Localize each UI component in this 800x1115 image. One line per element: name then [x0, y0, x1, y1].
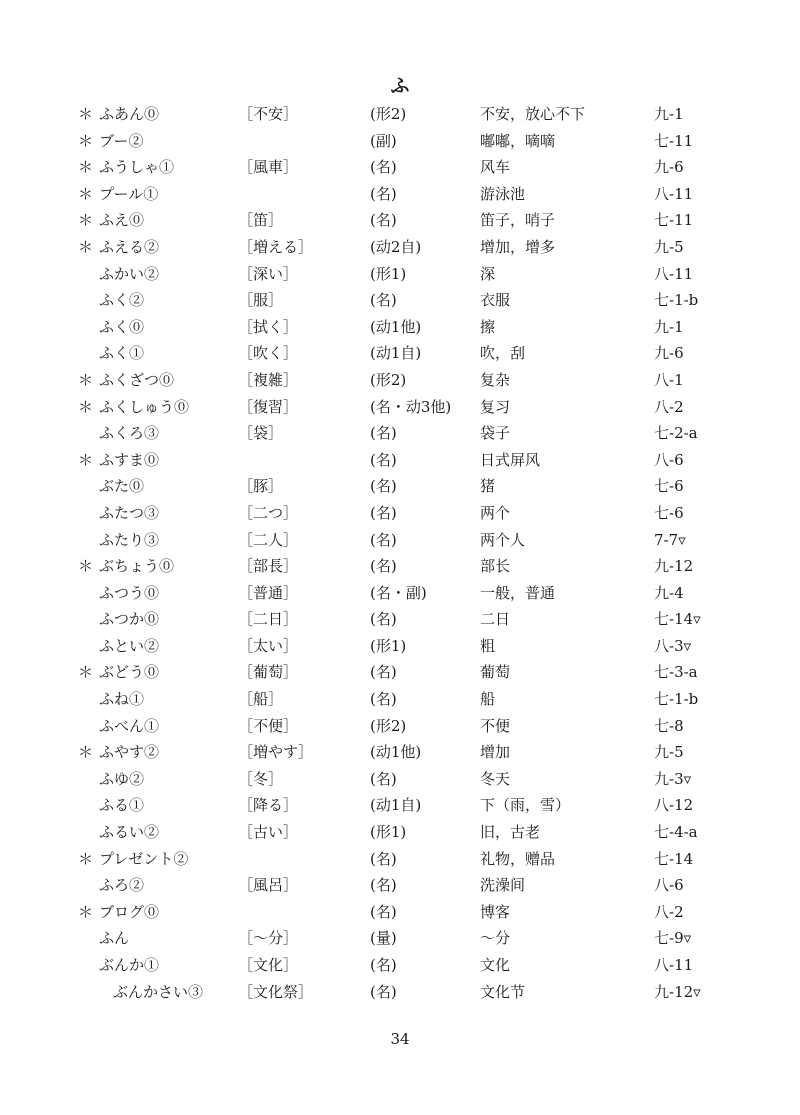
entry-lesson: 七-11	[654, 211, 694, 230]
entry-reading: ふたつ③	[99, 503, 160, 522]
entry-meaning: 洗澡间	[480, 876, 526, 895]
entry-kanji: ［吹く］	[238, 344, 299, 363]
entry-part-of-speech: (名)	[370, 690, 397, 709]
vocab-entry-row	[0, 340, 800, 367]
entry-part-of-speech: (动1自)	[370, 344, 422, 363]
entry-meaning: 船	[480, 690, 496, 709]
entry-reading: ふかい②	[99, 264, 160, 283]
entry-part-of-speech: (名)	[370, 424, 397, 443]
vocab-entry-row	[0, 979, 800, 1006]
entry-reading: ふあん⓪	[99, 105, 160, 123]
entry-part-of-speech: (形1)	[370, 264, 407, 283]
entry-meaning: 擦	[480, 317, 496, 336]
entry-meaning: 两个	[480, 503, 511, 522]
entry-kanji: ［増える］	[238, 237, 314, 256]
entry-part-of-speech: (形2)	[370, 105, 407, 123]
entry-lesson: 九-6	[654, 344, 684, 363]
entry-part-of-speech: (形2)	[370, 716, 407, 735]
entry-meaning: 吹，刮	[480, 344, 526, 363]
core-vocab-marker: ＊	[78, 158, 94, 177]
entry-kanji: ［不安］	[238, 105, 299, 123]
entry-part-of-speech: (名)	[370, 849, 397, 868]
entry-lesson: 七-2-a	[654, 424, 698, 443]
entry-lesson: 七-6	[654, 477, 684, 496]
entry-meaning: ～分	[480, 929, 511, 948]
entry-meaning: 冬天	[480, 769, 511, 788]
entry-kanji: ［深い］	[238, 264, 299, 283]
section-heading: ふ	[390, 75, 410, 97]
entry-part-of-speech: (名)	[370, 663, 397, 682]
entry-reading: ふくろ③	[99, 424, 160, 443]
entry-part-of-speech: (名)	[370, 982, 397, 1001]
entry-meaning: 袋子	[480, 424, 511, 443]
entry-part-of-speech: (名)	[370, 477, 397, 496]
entry-reading: ふとい②	[99, 636, 160, 655]
entry-reading: ぶんか①	[99, 956, 160, 974]
entry-reading: ふすま⓪	[99, 450, 160, 469]
entry-part-of-speech: (名)	[370, 184, 397, 203]
entry-kanji: ［服］	[238, 291, 284, 310]
entry-kanji: ［笛］	[238, 211, 284, 230]
entry-meaning: 粗	[480, 636, 496, 655]
vocab-entry-row	[0, 447, 800, 474]
entry-lesson: 八-6	[654, 450, 684, 469]
entry-meaning: 一般，普通	[480, 583, 556, 602]
page-number: 34	[390, 1030, 410, 1048]
entry-kanji: ［復習］	[238, 397, 299, 416]
entry-meaning: 复杂	[480, 370, 511, 389]
core-vocab-marker: ＊	[78, 663, 94, 682]
entry-meaning: 礼物，赠品	[480, 849, 556, 868]
entry-kanji: ［文化祭］	[238, 982, 314, 1001]
entry-meaning: 笛子，哨子	[480, 211, 556, 230]
entry-kanji: ［文化］	[238, 956, 299, 974]
entry-reading: プレゼント②	[99, 849, 189, 868]
entry-part-of-speech: (动1他)	[370, 317, 422, 336]
entry-part-of-speech: (形1)	[370, 636, 407, 655]
entry-part-of-speech: (名)	[370, 769, 397, 788]
entry-reading: ふく⓪	[99, 317, 145, 336]
vocab-entry-row	[0, 872, 800, 899]
entry-reading: ぶた⓪	[99, 477, 145, 496]
vocab-entry-row	[0, 500, 800, 527]
entry-part-of-speech: (动2自)	[370, 237, 422, 256]
vocab-entry-row	[0, 473, 800, 500]
entry-meaning: 风车	[480, 158, 511, 177]
entry-lesson: 八-6	[654, 876, 684, 895]
vocab-entry-row	[0, 553, 800, 580]
entry-kanji: ［豚］	[238, 477, 284, 496]
vocab-entry-row	[0, 846, 800, 873]
vocab-entry-row	[0, 686, 800, 713]
entry-meaning: 猪	[480, 477, 496, 496]
entry-reading: ふく①	[99, 344, 145, 363]
entry-kanji: ［降る］	[238, 796, 299, 815]
entry-reading: ふうしゃ①	[99, 158, 175, 177]
vocabulary-list	[0, 101, 800, 1005]
entry-meaning: 日式屏风	[480, 450, 541, 469]
entry-reading: ぶんかさい③	[113, 982, 204, 1001]
entry-lesson: 九-4	[654, 583, 684, 602]
entry-lesson: 八-2	[654, 397, 684, 416]
entry-reading: ふやす②	[99, 743, 160, 762]
entry-reading: ふえ⓪	[99, 211, 145, 230]
entry-lesson: 7-7▿	[654, 530, 686, 549]
entry-lesson: 七-1-b	[654, 291, 699, 310]
entry-reading: ふくざつ⓪	[99, 370, 175, 389]
entry-part-of-speech: (量)	[370, 929, 397, 948]
entry-kanji: ［拭く］	[238, 317, 299, 336]
entry-part-of-speech: (名・副)	[370, 583, 427, 602]
entry-kanji: ［不便］	[238, 716, 299, 735]
entry-lesson: 八-1	[654, 370, 684, 389]
entry-reading: ふべん①	[99, 716, 160, 735]
entry-kanji: ［葡萄］	[238, 663, 299, 682]
entry-lesson: 九-6	[654, 158, 684, 177]
entry-reading: ブログ⓪	[99, 902, 160, 921]
entry-reading: ふね①	[99, 690, 145, 709]
entry-lesson: 八-12	[654, 796, 694, 815]
entry-lesson: 七-3-a	[654, 663, 698, 682]
vocab-entry-row	[0, 766, 800, 793]
entry-reading: ふつか⓪	[99, 610, 160, 629]
entry-part-of-speech: (名・动3他)	[370, 397, 452, 416]
entry-part-of-speech: (名)	[370, 211, 397, 230]
entry-meaning: 二日	[480, 610, 511, 629]
entry-kanji: ［部長］	[238, 557, 299, 576]
entry-lesson: 八-11	[654, 264, 694, 283]
entry-meaning: 游泳池	[480, 184, 526, 203]
entry-reading: プール①	[99, 184, 159, 203]
entry-lesson: 七-8	[654, 716, 684, 735]
vocab-entry-row	[0, 819, 800, 846]
entry-lesson: 七-1-b	[654, 690, 699, 709]
entry-part-of-speech: (动1自)	[370, 796, 422, 815]
entry-reading: ふく②	[99, 291, 145, 310]
entry-kanji: ［船］	[238, 690, 284, 709]
entry-meaning: 增加，增多	[480, 237, 556, 256]
vocab-entry-row	[0, 314, 800, 341]
vocab-entry-row	[0, 207, 800, 234]
entry-meaning: 文化	[480, 956, 511, 974]
entry-part-of-speech: (动1他)	[370, 743, 422, 762]
entry-reading: ふえる②	[99, 237, 160, 256]
entry-part-of-speech: (名)	[370, 876, 397, 895]
vocab-entry-row	[0, 580, 800, 607]
vocab-entry-row	[0, 394, 800, 421]
entry-meaning: 下（雨，雪）	[480, 796, 571, 815]
entry-reading: ふん	[99, 929, 130, 948]
entry-reading: ふゆ②	[99, 769, 145, 788]
entry-kanji: ［普通］	[238, 583, 299, 602]
entry-lesson: 九-5	[654, 237, 684, 256]
entry-kanji: ［二人］	[238, 530, 299, 549]
entry-kanji: ［～分］	[238, 929, 299, 948]
entry-kanji: ［風車］	[238, 158, 299, 177]
entry-meaning: 博客	[480, 902, 511, 921]
entry-reading: ふつう⓪	[99, 583, 160, 602]
entry-reading: ぶちょう⓪	[99, 557, 175, 576]
entry-lesson: 七-14▿	[654, 610, 701, 629]
core-vocab-marker: ＊	[78, 397, 94, 416]
vocab-entry-row	[0, 234, 800, 261]
entry-lesson: 九-12▿	[654, 982, 701, 1001]
entry-kanji: ［風呂］	[238, 876, 299, 895]
vocab-entry-row	[0, 420, 800, 447]
entry-part-of-speech: (名)	[370, 503, 397, 522]
entry-meaning: 衣服	[480, 291, 511, 310]
core-vocab-marker: ＊	[78, 184, 94, 203]
entry-meaning: 文化节	[480, 982, 526, 1001]
entry-lesson: 八-3▿	[654, 636, 692, 655]
entry-part-of-speech: (形2)	[370, 370, 407, 389]
vocab-entry-row	[0, 952, 800, 979]
entry-meaning: 旧，古老	[480, 823, 541, 842]
entry-lesson: 八-11	[654, 184, 694, 203]
vocab-entry-row	[0, 128, 800, 155]
entry-part-of-speech: (形1)	[370, 823, 407, 842]
vocab-entry-row	[0, 154, 800, 181]
entry-lesson: 七-14	[654, 849, 694, 868]
core-vocab-marker: ＊	[78, 902, 94, 921]
entry-kanji: ［冬］	[238, 769, 284, 788]
entry-meaning: 葡萄	[480, 663, 511, 682]
entry-lesson: 八-2	[654, 902, 684, 921]
entry-meaning: 不安，放心不下	[480, 105, 586, 123]
entry-meaning: 部长	[480, 557, 511, 576]
entry-part-of-speech: (名)	[370, 557, 397, 576]
core-vocab-marker: ＊	[78, 370, 94, 389]
entry-lesson: 七-6	[654, 503, 684, 522]
entry-kanji: ［古い］	[238, 823, 299, 842]
vocab-entry-row	[0, 633, 800, 660]
entry-meaning: 嘟嘟，嘀嘀	[480, 131, 556, 150]
entry-part-of-speech: (名)	[370, 610, 397, 629]
entry-reading: ふろ②	[99, 876, 145, 895]
entry-meaning: 复习	[480, 397, 511, 416]
vocab-entry-row	[0, 606, 800, 633]
entry-lesson: 七-11	[654, 131, 694, 150]
entry-reading: ふるい②	[99, 823, 160, 842]
entry-lesson: 九-1	[654, 317, 684, 336]
entry-kanji: ［太い］	[238, 636, 299, 655]
entry-reading: ふたり③	[99, 530, 160, 549]
core-vocab-marker: ＊	[78, 557, 94, 576]
entry-meaning: 两个人	[480, 530, 526, 549]
entry-part-of-speech: (名)	[370, 902, 397, 921]
entry-lesson: 九-5	[654, 743, 684, 762]
vocab-entry-row	[0, 527, 800, 554]
core-vocab-marker: ＊	[78, 131, 94, 150]
core-vocab-marker: ＊	[78, 211, 94, 230]
vocab-entry-row	[0, 739, 800, 766]
entry-kanji: ［袋］	[238, 424, 284, 443]
entry-lesson: 七-9▿	[654, 929, 692, 948]
vocab-entry-row	[0, 287, 800, 314]
entry-part-of-speech: (名)	[370, 158, 397, 177]
vocab-entry-row	[0, 101, 800, 128]
entry-lesson: 八-11	[654, 956, 694, 974]
vocab-entry-row	[0, 261, 800, 288]
entry-lesson: 九-12	[654, 557, 694, 576]
vocab-entry-row	[0, 659, 800, 686]
vocab-entry-row	[0, 925, 800, 952]
entry-meaning: 增加	[480, 743, 511, 762]
entry-kanji: ［複雑］	[238, 370, 299, 389]
entry-meaning: 不便	[480, 716, 511, 735]
entry-reading: ブー②	[99, 131, 144, 150]
entry-lesson: 九-3▿	[654, 769, 692, 788]
entry-part-of-speech: (名)	[370, 450, 397, 469]
entry-lesson: 九-1	[654, 105, 684, 123]
entry-kanji: ［増やす］	[238, 743, 314, 762]
vocab-entry-row	[0, 899, 800, 926]
entry-kanji: ［二つ］	[238, 503, 299, 522]
core-vocab-marker: ＊	[78, 105, 94, 123]
entry-reading: ふくしゅう⓪	[99, 397, 190, 416]
core-vocab-marker: ＊	[78, 743, 94, 762]
core-vocab-marker: ＊	[78, 450, 94, 469]
vocab-entry-row	[0, 792, 800, 819]
entry-part-of-speech: (名)	[370, 530, 397, 549]
entry-part-of-speech: (副)	[370, 131, 397, 150]
vocab-entry-row	[0, 367, 800, 394]
entry-reading: ふる①	[99, 796, 145, 815]
entry-meaning: 深	[480, 264, 496, 283]
entry-lesson: 七-4-a	[654, 823, 698, 842]
vocab-entry-row	[0, 713, 800, 740]
entry-part-of-speech: (名)	[370, 291, 397, 310]
vocab-entry-row	[0, 181, 800, 208]
core-vocab-marker: ＊	[78, 849, 94, 868]
entry-kanji: ［二日］	[238, 610, 299, 629]
core-vocab-marker: ＊	[78, 237, 94, 256]
entry-part-of-speech: (名)	[370, 956, 397, 974]
entry-reading: ぶどう⓪	[99, 663, 160, 682]
